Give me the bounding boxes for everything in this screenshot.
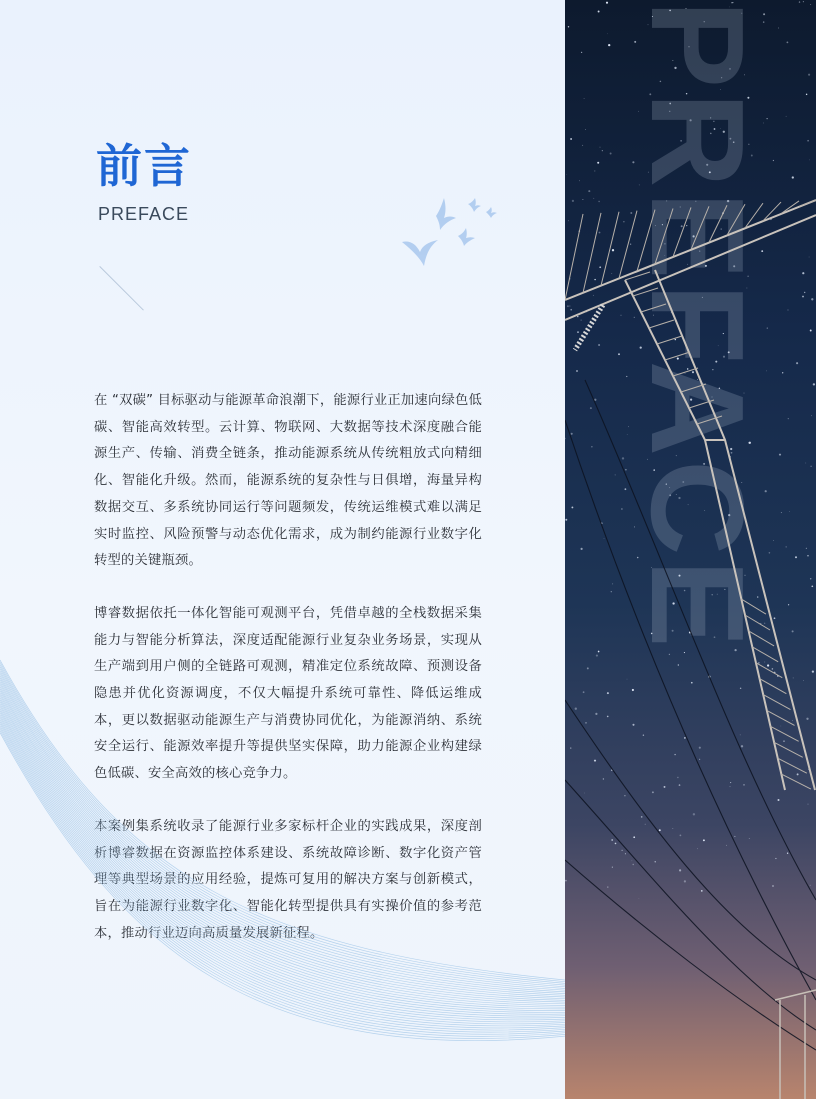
wave-line <box>0 700 565 1011</box>
page-subtitle: PREFACE <box>98 204 190 224</box>
paragraph: 博睿数据依托一体化智能可观测平台，凭借卓越的全栈数据采集能力与智能分析算法，深度适配能源行业复杂业务场景，实现从生产端到用户侧的全链路可观测，精准定位系统故障、预测设备隐患并优化资源调度，不仅大幅提升系统可靠性、降低运维成本，更以数据驱动能源生产与消费协同优化，为能源消纳、系统安全运行、能源效率提升等提供坚实保障，助力能源企业构建绿色低碳、安全高效的核心竞争力。 <box>94 605 482 782</box>
lattice-strut <box>774 742 803 757</box>
transmission-tower-icon <box>565 0 816 1099</box>
bird-icon <box>436 198 456 230</box>
bird-icon <box>458 228 475 246</box>
lattice-strut <box>637 210 655 272</box>
wave-line <box>0 686 565 1000</box>
lattice-strut <box>681 384 706 392</box>
wave-line <box>0 671 565 989</box>
lattice-strut <box>601 212 619 286</box>
wave-line <box>0 713 565 1022</box>
wave-line <box>0 717 565 1026</box>
lattice-strut <box>763 695 790 710</box>
bird-icon <box>402 240 438 266</box>
wave-line <box>0 730 565 1038</box>
decorative-divider <box>99 266 144 311</box>
page-title: 前言 <box>96 139 192 193</box>
lattice-strut <box>583 213 601 293</box>
wave-line <box>0 660 565 980</box>
wave-line <box>0 697 565 1009</box>
lattice-strut <box>770 726 798 741</box>
wave-line <box>0 702 565 1013</box>
lattice-strut <box>665 352 690 360</box>
lattice-strut <box>619 211 637 279</box>
wave-line <box>0 715 565 1024</box>
bird-icon <box>486 207 497 218</box>
photo-watermark-text: PREFACE <box>624 0 771 652</box>
lattice-strut <box>727 204 745 235</box>
lattice-strut <box>565 214 583 300</box>
lattice-strut <box>625 272 650 280</box>
wave-line <box>0 724 565 1032</box>
lattice-strut <box>641 304 666 312</box>
paragraph: 在 “双碳” 目标驱动与能源革命浪潮下，能源行业正加速向绿色低碳、智能高效转型。云计算、物联网、大数据等技术深度融合能源生产、传输、消费全链条，推动能源系统从传统粗放式向精细化、智能化升级。然而，能源系统的复杂性与日俱增，海量异构数据交互、多系统协同运行等问题频发，传统运维模式难以满足实时监控、风险预警与动态优化需求，成为制约能源行业数字化转型的关键瓶颈。 <box>94 393 482 569</box>
birds-illustration-icon <box>398 196 508 276</box>
lattice-strut <box>767 710 795 725</box>
lattice-strut <box>673 207 691 256</box>
lattice-strut <box>778 758 807 773</box>
lattice-strut <box>657 336 682 344</box>
lattice-strut <box>756 663 782 678</box>
wave-line <box>0 684 565 999</box>
wave-line <box>0 728 565 1036</box>
lattice-strut <box>760 679 787 694</box>
wave-line <box>0 726 565 1034</box>
power-tower-photo <box>565 0 816 1099</box>
wave-line <box>0 719 565 1028</box>
wave-line <box>0 673 565 990</box>
bird-icon <box>468 198 481 212</box>
wave-lines-decoration <box>0 620 565 1099</box>
lattice-strut <box>781 774 811 789</box>
lattice-strut <box>655 209 673 264</box>
lattice-strut <box>673 368 698 376</box>
lattice-strut <box>799 200 816 207</box>
lattice-strut <box>649 320 674 328</box>
paragraph: 本案例集系统收录了能源行业多家标杆企业的实践成果，深度剖析博睿数据在资源监控体系建设、系统故障诊断、数字化资产管理等典型场景的应用经验，提炼可复用的解决方案与创新模式，旨在为能源行业数字化、智能化转型提供具有实操价值的参考范本，推动行业迈向高质量发展新征程。 <box>94 818 482 941</box>
